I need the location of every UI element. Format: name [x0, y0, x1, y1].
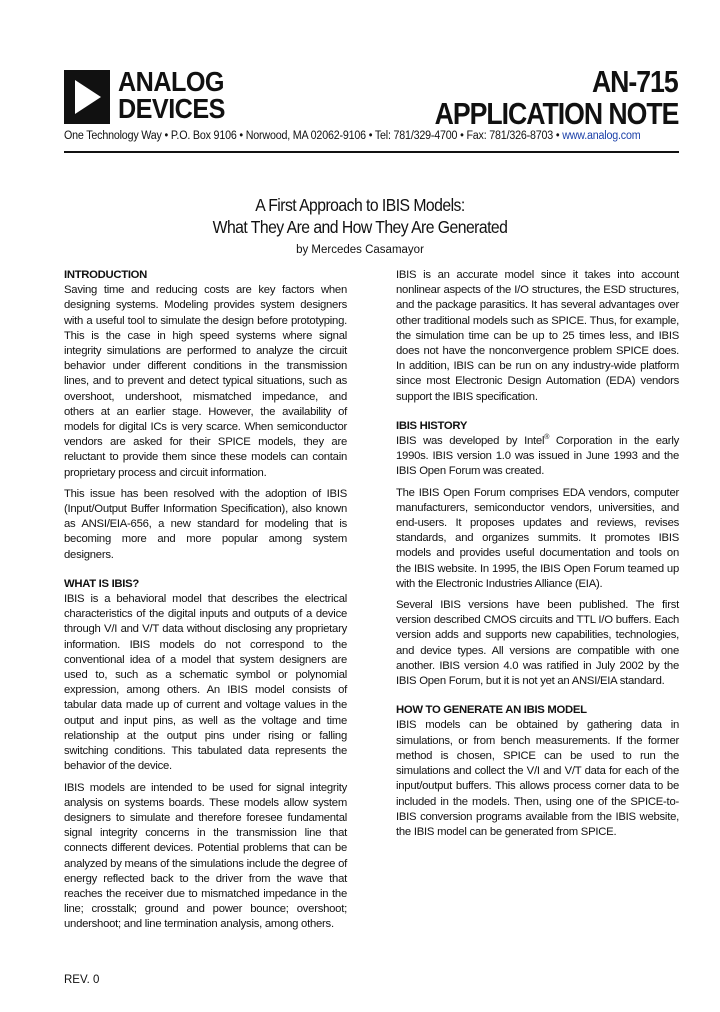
application-note-number: AN-715 — [592, 64, 678, 99]
logo-wordmark — [118, 68, 225, 122]
document-type: APPLICATION NOTE — [434, 96, 678, 131]
right-column — [396, 268, 679, 846]
heading-what-is-ibis: WHAT IS IBIS? — [64, 577, 139, 590]
history-p1-start: IBIS was developed by Intel — [396, 435, 545, 448]
heading-introduction: INTRODUCTION — [64, 269, 148, 281]
website-link[interactable]: www.analog.com — [562, 130, 641, 142]
analog-devices-logo — [64, 66, 244, 126]
company-address — [64, 130, 641, 142]
history-p1-end: Corporation in the early 1990s. IBIS version 1.0 was issued in June 1993 and the IBIS Open Forum was created. — [396, 435, 679, 478]
history-paragraph-3: Several IBIS versions have been published. The first version described CMOS circuits and TTL I/O buffers. Each version adds and supports new capabilities, technologies, and device types. All versions are compatible with one another. IBIS version 4.0 was ratified in July 2002 by the IBIS Open Forum, but it is not yet an ANSI/EIA standard. — [396, 599, 679, 688]
address-text: One Technology Way • P.O. Box 9106 • Norwood, MA 02062-9106 • Tel: 781/329-4700 • Fax: 781/326-8703 • — [64, 130, 563, 142]
heading-ibis-history: IBIS HISTORY — [396, 419, 468, 432]
title-line-2: What They Are and How They Are Generated — [212, 217, 508, 237]
title-line-1: A First Approach to IBIS Models: — [255, 195, 465, 215]
what-is-paragraph-1: IBIS is a behavioral model that describes the electrical characteristics of the digital inputs and outputs of a device through V/I and V/T data without disclosing any proprietary information. IBIS models do not correspond to the conventional idea of a model that system designers are used to, such as a schematic symbol or polynomial expression, among others. An IBIS model consists of tabular data made up of current and voltage values in the output and input pins, as well as the voltage and time relationship at the output pins under rising or falling switching conditions. This tabulated data represents the behavior of the device. — [64, 593, 347, 773]
author-byline: by Mercedes Casamayor — [296, 244, 424, 256]
how-to-paragraph-1: IBIS models can be obtained by gathering data in simulations, or from bench measurements. If the former method is chosen, SPICE can be used to run the simulations and collect the V/I and V/T data for each of the input/output buffers. This allows process corner data to be included in the models. Then, using one of the SPICE-to-IBIS conversion programs available from the IBIS website, the IBIS model can be generated from SPICE. — [396, 719, 679, 838]
revision-label: REV. 0 — [64, 974, 100, 986]
intro-paragraph-1: Saving time and reducing costs are key factors when designing systems. Modeling provides system designers with a useful tool to simulate the design before prototyping. This is the case in high speed systems where signal integrity simulations are performed to analyze the circuit behavior under different conditions in the transmission lines, and to prevent and detect typical situations, such as overshoot, undershoot, mismatched impedance, and others at an earlier stage. However, the availability of models for digital ICs is very scarce. When semiconductor vendors are asked for their SPICE models, they are reluctant to provide them since these models can contain proprietary process and circuit information. — [64, 284, 347, 479]
logo-line-analog: ANALOG — [118, 66, 224, 97]
heading-how-to-generate: HOW TO GENERATE AN IBIS MODEL — [396, 704, 587, 717]
left-column — [64, 268, 347, 939]
intro-paragraph-2: This issue has been resolved with the adoption of IBIS (Input/Output Buffer Information Specification), also known as ANSI/EIA-656, a new standard for modeling that is becoming more and more popular among system designers. — [64, 487, 347, 561]
logo-line-devices: DEVICES — [118, 93, 225, 124]
header-divider — [64, 151, 679, 153]
document-title — [0, 194, 720, 238]
history-paragraph-2: The IBIS Open Forum comprises EDA vendors, computer manufacturers, semiconductor vendors, universities, and end-users. It proposes updates and reviews, revises standards, and organizes summits. It promotes IBIS models and provides useful documentation and tools on the IBIS website. In 1995, the IBIS Open Forum teamed up with the Electronic Industries Alliance (EIA). — [396, 486, 679, 590]
logo-triangle-icon — [64, 70, 110, 124]
registered-mark: ® — [544, 434, 550, 442]
what-is-paragraph-2: IBIS models are intended to be used for signal integrity analysis on systems boards. These models allow system designers to simulate and therefore foresee fundamental signal integrity concerns in the transmission line that connects different devices. Potential problems that can be analyzed by means of the simulations include the degree of energy reflected back to the driver from the wave that reaches the receiver due to mismatched impedance in the line; crosstalk; ground and power bounce; overshoot; undershoot; and line termination analysis, among others. — [64, 781, 347, 931]
history-paragraph-1 — [396, 434, 679, 480]
what-is-paragraph-3: IBIS is an accurate model since it takes into account nonlinear aspects of the I/O structures, the ESD structures, and the package parasitics. It has several advantages over other traditional models such as SPICE. Thus, for example, the simulation time can be up to 25 times less, and IBIS does not have the nonconvergence problem SPICE does. In addition, IBIS can be run on any industry-wide platform since most Electronic Design Automation (EDA) vendors support the IBIS specification. — [396, 269, 679, 403]
